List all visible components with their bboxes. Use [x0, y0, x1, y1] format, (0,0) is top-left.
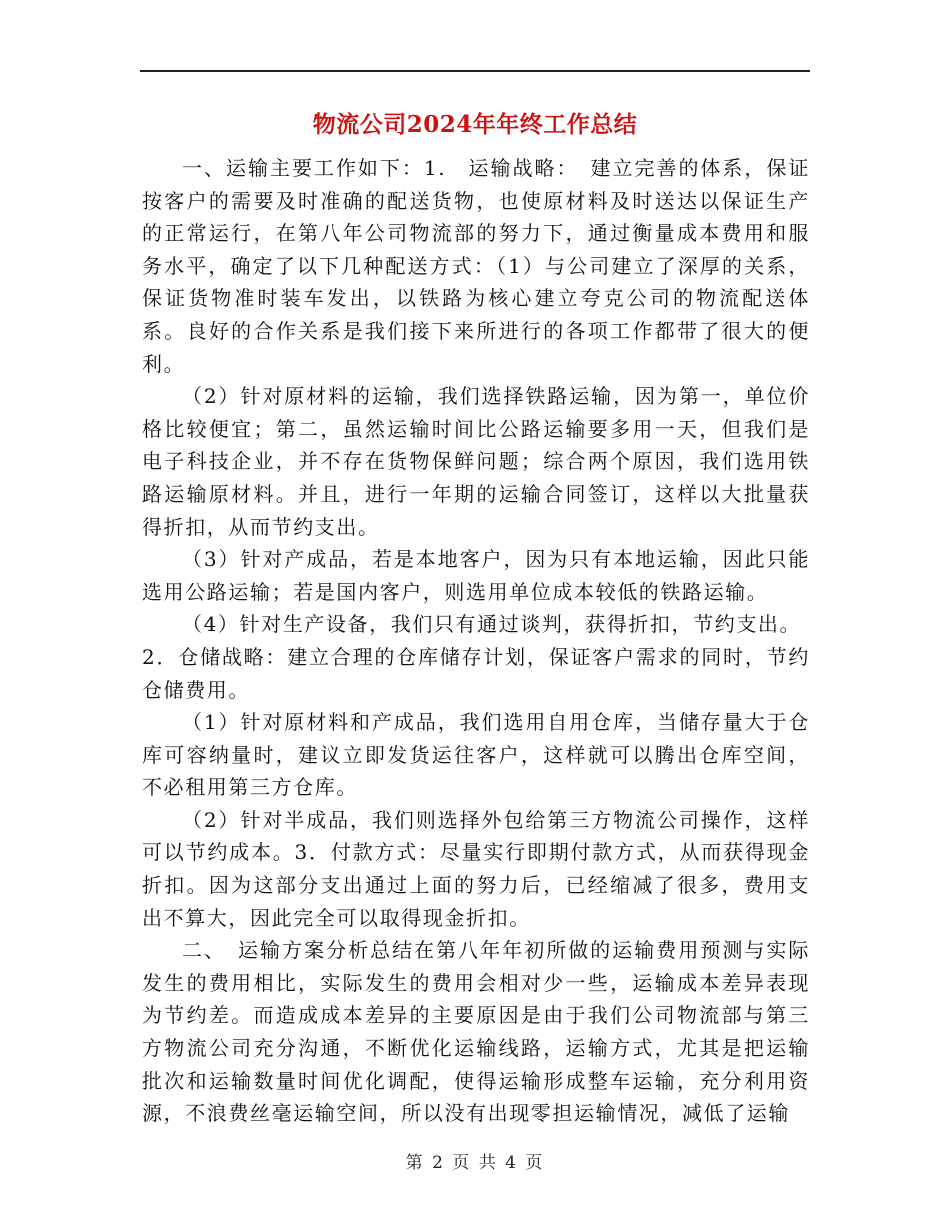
paragraph-semi-finished-outsourcing: （2）针对半成品，我们则选择外包给第三方物流公司操作，这样可以节约成本。3．付款方式：尽量实行即期付款方式，从而获得现金折扣。因为这部分支出通过上面的努力后，已经缩减了很多，费用支出不算大，因此完全可以取得现金折扣。	[142, 807, 810, 930]
page-number-footer: 第 2 页 共 4 页	[405, 1153, 545, 1173]
paragraph-own-warehouse: （1）针对原材料和产成品，我们选用自用仓库，当储存量大于仓库可容纳量时，建议立即发货运往客户，这样就可以腾出仓库空间，不必租用第三方仓库。	[142, 710, 810, 800]
paragraph-raw-material-transport: （2）针对原材料的运输，我们选择铁路运输，因为第一，单位价格比较便宜；第二，虽然运输时间比公路运输要多用一天，但我们是电子科技企业，并不存在货物保鲜问题；综合两个原因，我们选用铁路运输原材料。并且，进行一年期的运输合同签订，这样以大批量获得折扣，从而节约支出。	[142, 384, 810, 539]
paragraph-storage-strategy: 2．仓储战略：建立合理的仓库储存计划，保证客户需求的同时，节约仓储费用。	[142, 644, 810, 702]
paragraph-transport-plan-analysis: 二、 运输方案分析总结在第八年年初所做的运输费用预测与实际发生的费用相比，实际发生的费用会相对少一些，运输成本差异表现为节约差。而造成成本差异的主要原因是由于我们公司物流部与第三方物流公司充分沟通，不断优化运输线路，运输方式，尤其是把运输批次和运输数量时间优化调配，使得运输形成整车运输，充分利用资源，不浪费丝毫运输空间，所以没有出现零担运输情况，减低了运输	[142, 938, 810, 1126]
paragraph-production-equipment: （4）针对生产设备，我们只有通过谈判，获得折扣，节约支出。	[182, 612, 802, 637]
document-title: 物流公司2024年年终工作总结	[312, 111, 638, 138]
paragraph-transport-strategy: 一、运输主要工作如下：1. 运输战略： 建立完善的体系，保证按客户的需要及时准确的配送货物，也使原材料及时送达以保证生产的正常运行，在第八年公司物流部的努力下，通过衡量成本费用和服务水平，确定了以下几种配送方式：（1）与公司建立了深厚的关系，保证货物准时装车发出，以铁路为核心建立夸克公司的物流配送体系。良好的合作关系是我们接下来所进行的各项工作都带了很大的便利。	[142, 156, 810, 376]
paragraph-finished-products: （3）针对产成品，若是本地客户，因为只有本地运输，因此只能选用公路运输；若是国内客户，则选用单位成本较低的铁路运输。	[142, 547, 810, 604]
document-body	[142, 152, 810, 1130]
header-rule	[140, 70, 810, 72]
